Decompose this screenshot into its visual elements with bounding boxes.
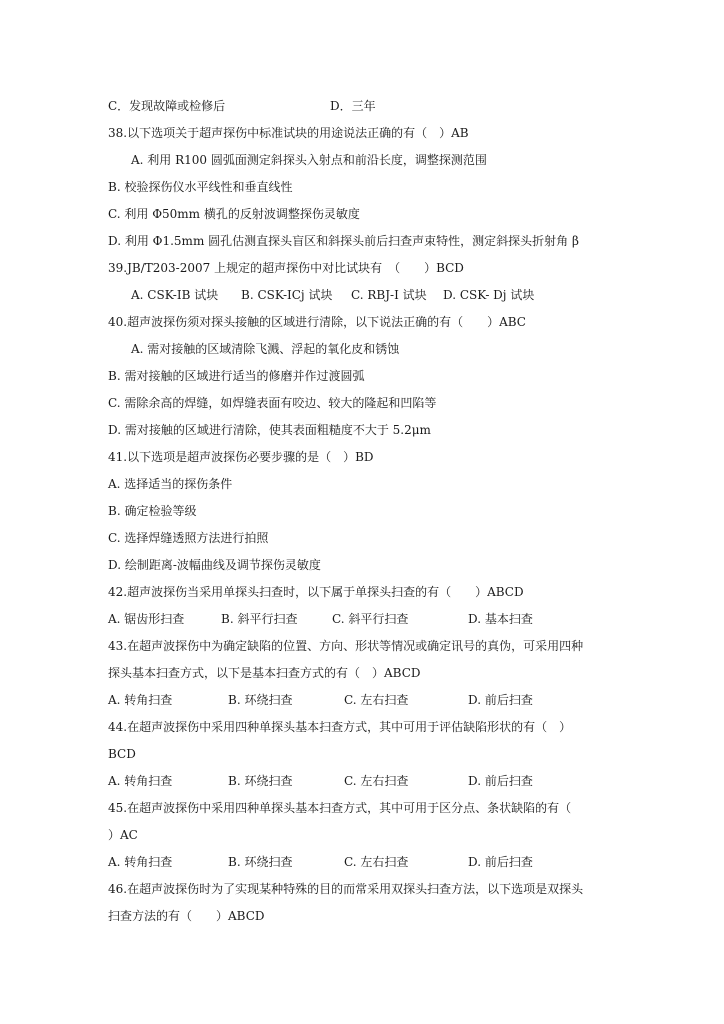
text-line: B. 确定检验等级 xyxy=(108,504,197,518)
option-item: A. 转角扫查 xyxy=(108,855,173,869)
option-item: B. 斜平行扫查 xyxy=(221,612,298,626)
text-line: A. 利用 R100 圆弧面测定斜探头入射点和前沿长度，调整探测范围 xyxy=(131,153,487,167)
option-item: D. 前后扫查 xyxy=(468,855,533,869)
text-line: C. 利用 Φ50mm 横孔的反射波调整探伤灵敏度 xyxy=(108,207,360,221)
option-item: D. 基本扫查 xyxy=(468,612,533,626)
text-line: 扫查方法的有（ ）ABCD xyxy=(108,909,265,923)
text-line: BCD xyxy=(108,747,136,761)
text-line: 39.JB/T203-2007 上规定的超声探伤中对比试块有 （ ）BCD xyxy=(108,261,464,275)
option-item: A. 转角扫查 xyxy=(108,693,173,707)
text-line: 41.以下选项是超声波探伤必要步骤的是（ ）BD xyxy=(108,450,374,464)
text-line: 42.超声波探伤当采用单探头扫查时，以下属于单探头扫查的有（ ）ABCD xyxy=(108,585,524,599)
option-item: C. 左右扫查 xyxy=(344,774,409,788)
text-line: ）AC xyxy=(108,828,138,842)
option-item: A. CSK-IB 试块 xyxy=(131,288,219,302)
option-item: A. 转角扫查 xyxy=(108,774,173,788)
text-line: 43.在超声波探伤中为确定缺陷的位置、方向、形状等情况或确定讯号的真伪，可采用四种 xyxy=(108,639,584,653)
text-line: 探头基本扫查方式，以下是基本扫查方式的有（ ）ABCD xyxy=(108,666,421,680)
text-line: B. 需对接触的区域进行适当的修磨并作过渡圆弧 xyxy=(108,369,365,383)
text-line: 44.在超声波探伤中采用四种单探头基本扫查方式，其中可用于评估缺陷形状的有（ ） xyxy=(108,720,572,734)
text-line: A. 选择适当的探伤条件 xyxy=(108,477,233,491)
text-line: 45.在超声波探伤中采用四种单探头基本扫查方式，其中可用于区分点、条状缺陷的有（ xyxy=(108,801,572,815)
option-item: B. 环绕扫查 xyxy=(228,693,293,707)
text-line: A. 需对接触的区域清除飞溅、浮起的氧化皮和锈蚀 xyxy=(131,342,400,356)
option-item: C．发现故障或检修后 xyxy=(108,99,226,113)
option-item: B. 环绕扫查 xyxy=(228,855,293,869)
option-item: C. 斜平行扫查 xyxy=(332,612,409,626)
option-item: D. 前后扫查 xyxy=(468,693,533,707)
text-line: 46.在超声波探伤时为了实现某种特殊的目的而常采用双探头扫查方法，以下选项是双探头 xyxy=(108,882,584,896)
text-line: D. 需对接触的区域进行清除，使其表面粗糙度不大于 5.2μm xyxy=(108,423,431,437)
option-item: D．三年 xyxy=(330,99,376,113)
text-line: D. 绘制距离-波幅曲线及调节探伤灵敏度 xyxy=(108,558,321,572)
option-item: B. 环绕扫查 xyxy=(228,774,293,788)
text-line: C. 选择焊缝透照方法进行拍照 xyxy=(108,531,269,545)
option-item: C. RBJ-I 试块 xyxy=(351,288,427,302)
text-line: 40.超声波探伤须对探头接触的区域进行清除，以下说法正确的有（ ）ABC xyxy=(108,315,526,329)
text-line: D. 利用 Φ1.5mm 圆孔估测直探头盲区和斜探头前后扫查声束特性，测定斜探头折射角 β xyxy=(108,234,579,248)
text-line: C. 需除余高的焊缝，如焊缝表面有咬边、较大的隆起和凹陷等 xyxy=(108,396,437,410)
option-item: C. 左右扫查 xyxy=(344,855,409,869)
option-item: B. CSK-ICj 试块 xyxy=(241,288,333,302)
text-line: B. 校验探伤仪水平线性和垂直线性 xyxy=(108,180,293,194)
option-item: D. CSK- Dj 试块 xyxy=(443,288,535,302)
option-item: C. 左右扫查 xyxy=(344,693,409,707)
option-item: A. 锯齿形扫查 xyxy=(108,612,185,626)
text-line: 38.以下选项关于超声探伤中标准试块的用途说法正确的有（ ）AB xyxy=(108,126,469,140)
option-item: D. 前后扫查 xyxy=(468,774,533,788)
